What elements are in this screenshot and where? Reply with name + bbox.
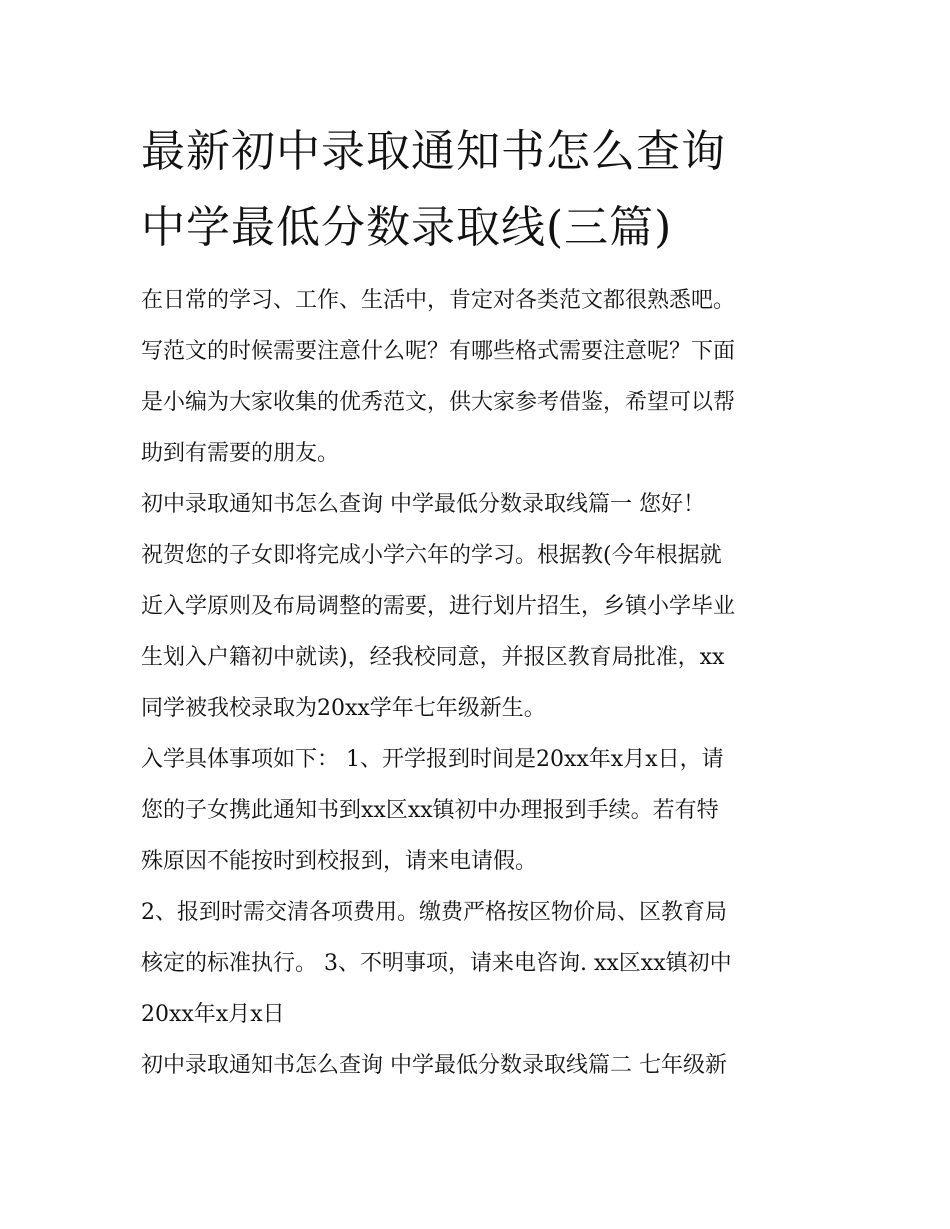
- body-line: 写范文的时候需要注意什么呢？有哪些格式需要注意呢？下面: [141, 339, 736, 364]
- body-line: 生划入户籍初中就读)，经我校同意，并报区教育局批准，xx: [141, 645, 725, 670]
- body-line: 殊原因不能按时到校报到，请来电请假。: [141, 849, 538, 874]
- body-line: 是小编为大家收集的优秀范文，供大家参考借鉴，希望可以帮: [141, 390, 736, 415]
- body-line: 在日常的学习、工作、生活中，肯定对各类范文都很熟悉吧。: [141, 288, 736, 313]
- title-line: 中学最低分数录取线(三篇): [141, 202, 673, 253]
- body-line: 20xx年x月x日: [141, 1002, 285, 1027]
- body-line: 初中录取通知书怎么查询 中学最低分数录取线篇一 您好！: [141, 492, 705, 517]
- document-title: [141, 114, 821, 266]
- body-line: 近入学原则及布局调整的需要，进行划片招生，乡镇小学毕业: [141, 594, 736, 619]
- body-line: 您的子女携此通知书到xx区xx镇初中办理报到手续。若有特: [141, 798, 719, 823]
- body-line: 入学具体事项如下： 1、开学报到时间是20xx年x月x日，请: [141, 747, 724, 772]
- body-line: 2、报到时需交清各项费用。缴费严格按区物价局、区教育局: [141, 900, 727, 925]
- body-line: 核定的标准执行。 3、不明事项，请来电咨询. xx区xx镇初中: [141, 951, 732, 976]
- body-line: 助到有需要的朋友。: [141, 441, 340, 466]
- body-line: 同学被我校录取为20xx学年七年级新生。: [141, 696, 546, 721]
- title-line: 最新初中录取通知书怎么查询: [141, 126, 726, 177]
- body-line: 初中录取通知书怎么查询 中学最低分数录取线篇二 七年级新: [141, 1053, 727, 1078]
- document-body: [141, 275, 821, 1091]
- body-line: 祝贺您的子女即将完成小学六年的学习。根据教(今年根据就: [141, 543, 722, 568]
